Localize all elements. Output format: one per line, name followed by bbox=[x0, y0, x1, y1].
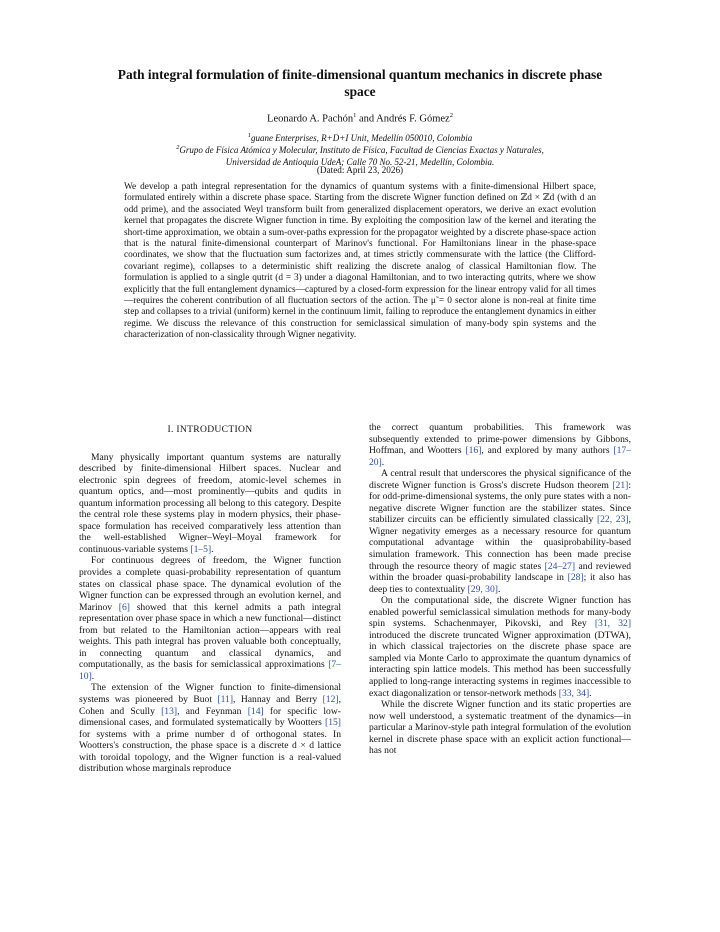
affil-text: guane Enterprises, R+D+I Unit, Medellín 050010, Colombia bbox=[250, 133, 473, 143]
paragraph: The extension of the Wigner function to finite-dimensional systems was pioneered by Buot [11], Hannay and Berry [12], Cohen and Scully [13], and Feynman [14] for specific low-dimensional cases, and formulated systematically by Wootters [15] for systems with a prime number d of orthogonal states. In Wootters's construction, the phase space is a discrete d × d lattice with toroidal topology, and the Wigner function is a real-valued distribution whose marginals reproduce bbox=[79, 682, 341, 775]
affil-mark: 1 bbox=[247, 132, 251, 139]
author-affil-mark: 1 bbox=[353, 112, 357, 119]
citation-link[interactable]: [22, 23] bbox=[596, 514, 629, 526]
paragraph: For continuous degrees of freedom, the Wigner function provides a complete quasi-probability representation of quantum states on classical phase space. The dynamical evolution of the Wigner function can be expressed through an evolution kernel, and Marinov [6] showed that this kernel admits a path integral representation over phase space in which a new functional—distinct from but related to the Hamiltonian action—appears with real weights. This path integral has proven valuable both conceptually, in connecting quantum and classical dynamics, and computationally, as the basis for semiclassical approximations [7–10]. bbox=[79, 555, 341, 682]
dated-line: (Dated: April 23, 2026) bbox=[316, 165, 404, 175]
affil-text: Grupo de Física Atómica y Molecular, Instituto de Física, Facultad de Ciencias Exactas y Naturales, bbox=[179, 145, 544, 155]
author-affil-mark: 2 bbox=[449, 112, 453, 119]
citation-link[interactable]: [13] bbox=[161, 705, 178, 717]
citation-link[interactable]: [24–27] bbox=[544, 560, 576, 572]
citation-link[interactable]: [21] bbox=[612, 479, 629, 491]
citation-link[interactable]: [11] bbox=[217, 694, 234, 706]
affil-text: Universidad de Antioquia UdeA; Calle 70 No. 52-21, Medellín, Colombia. bbox=[225, 156, 495, 167]
paragraph: Many physically important quantum systems are naturally described by finite-dimensional Hilbert spaces. Nuclear and electronic spin degrees of freedom, atomic-level schemes in quantum optics, and—most prominently—qubits and qudits in quantum information processing all belong to this category. Despite the central role these systems play in modern physics, their phase-space formulation has received comparatively less attention than the well-established Wigner–Weyl–Moyal framework for continuous-variable systems [1–5]. bbox=[79, 451, 341, 555]
abstract: We develop a path integral representation for the dynamics of quantum systems with a finite-dimensional Hilbert space, formulated entirely within a discrete phase space. Starting from the discrete Wigner function defined on ℤd × ℤd (with d an odd prime), and the associated Weyl transform built from generalized displacement operators, we derive an exact evolution kernel that propagates the discrete Wigner function in time. By exploiting the composition law of the kernel and iterating the short-time approximation, we obtain a sum-over-paths expression for the propagator weighted by a discrete phase-space action that is the natural finite-dimensional counterpart of Marinov's functional. For Hamiltonians linear in the phase-space coordinates, we show that the fluctuation sum factorizes and, at times strictly commensurate with the lattice (the Clifford-covariant regime), collapses to a deterministic shift realizing the discrete analog of classical Hamiltonian flow. The formulation is applied to a single qutrit (d = 3) under a diagonal Hamiltonian, and to two interacting qutrits, where we show explicitly that the full entanglement dynamics—captured by a closed-form expression for the linear entropy valid for all times—requires the coherent contribution of all fluctuation sectors of the action. The μ̃ = 0 sector alone is non-real at finite time step and collapses to a trivial (uniform) kernel in the continuum limit, failing to reproduce the entanglement dynamics in either regime. We discuss the relevance of this construction for semiclassical simulation of many-body spin systems and the characterization of non-classicality through Wigner negativity. bbox=[124, 182, 596, 341]
citation-link[interactable]: [14] bbox=[247, 705, 264, 717]
left-column bbox=[79, 424, 341, 775]
affil-mark: 2 bbox=[176, 144, 180, 151]
citation-link[interactable]: [12] bbox=[322, 694, 339, 706]
title-line-2: space bbox=[344, 84, 376, 99]
section-heading: I. INTRODUCTION bbox=[167, 424, 253, 435]
citation-link[interactable]: [17–20] bbox=[369, 445, 631, 468]
citation-link[interactable]: [28] bbox=[567, 572, 584, 584]
citation-link[interactable]: [33, 34] bbox=[558, 687, 590, 699]
citation-link[interactable]: [15] bbox=[325, 717, 341, 729]
paragraph: the correct quantum probabilities. This framework was subsequently extended to prime-power dimensions by Gibbons, Hoffman, and Wootters [16], and explored by many authors [17–20]. bbox=[369, 422, 631, 468]
paragraph: While the discrete Wigner function and its static properties are now well understood, a systematic treatment of the dynamics—in particular a Marinov-style path integral formulation of the evolution kernel in discrete phase space with an explicit action functional—has not bbox=[369, 699, 631, 757]
citation-link[interactable]: [16] bbox=[465, 445, 482, 457]
citation-link[interactable]: [29, 30] bbox=[467, 583, 498, 595]
paper-title bbox=[60, 66, 660, 100]
citation-link[interactable]: [31, 32] bbox=[594, 618, 632, 630]
right-column bbox=[369, 422, 631, 757]
paragraph: On the computational side, the discrete Wigner function has enabled powerful semiclassical simulation methods for many-body spin systems. Schachenmayer, Pikovski, and Rey [31, 32] introduced the discrete truncated Wigner approximation (DTWA), in which classical trajectories on the discrete phase space are sampled via Monte Carlo to approximate the quantum dynamics of interacting spin lattice models. This method has been successfully applied to long-range interacting systems in regimes inaccessible to exact diagonalization or tensor-network methods [33, 34]. bbox=[369, 595, 632, 699]
author-name: Andrés F. Gómez bbox=[376, 113, 450, 125]
citation-link[interactable]: [6] bbox=[118, 601, 130, 613]
citation-link[interactable]: [1–5] bbox=[190, 543, 212, 555]
title-line-1: Path integral formulation of finite-dimensional quantum mechanics in discrete phase bbox=[117, 67, 603, 82]
author-name: Leonardo A. Pachón bbox=[267, 113, 354, 125]
citation-link[interactable]: [7–10] bbox=[79, 659, 341, 682]
paragraph: A central result that underscores the physical significance of the discrete Wigner function is Gross's discrete Hudson theorem [21]: for odd-prime-dimensional systems, the only pure states with a non-negative discrete Wigner function are the stabilizer states. Since stabilizer circuits can be efficiently simulated classically [22, 23], Wigner negativity emerges as a necessary resource for quantum computational advantage within the quasiprobability-based simulation framework. This connection has been made precise through the resource theory of magic states [24–27] and reviewed within the broader quasi-probability landscape in [28]; it also has deep ties to contextuality [29, 30]. bbox=[369, 468, 631, 595]
author-list bbox=[60, 112, 660, 125]
author-separator: and bbox=[356, 113, 377, 125]
